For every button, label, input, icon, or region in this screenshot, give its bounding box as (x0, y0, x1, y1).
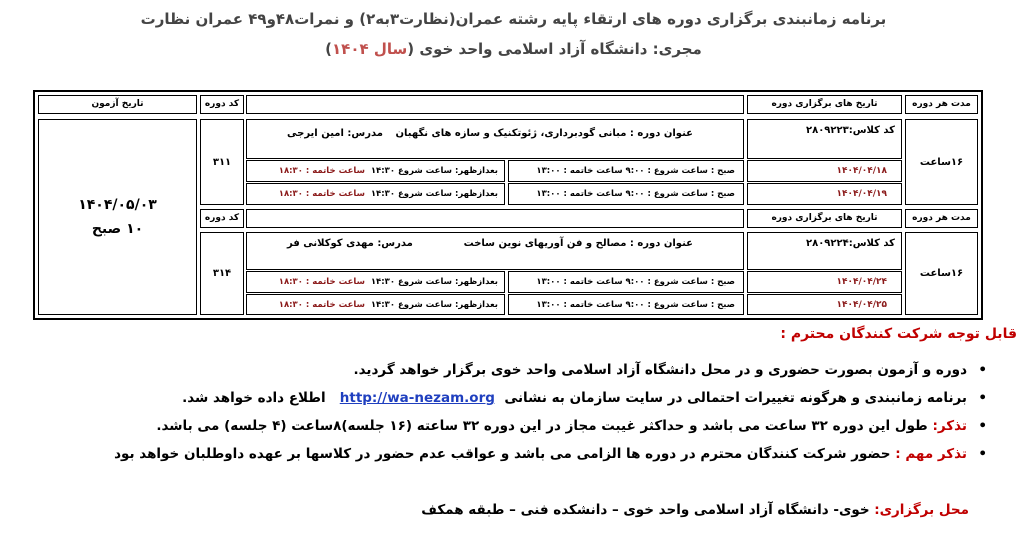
course-title: عنوان دوره : مصالح و فن آوریهای نوین ساخت (463, 238, 693, 249)
list-item (37, 356, 1017, 384)
afternoon-start: بعدازظهر: ساعت شروع ۱۴:۳۰ (370, 189, 498, 199)
course-title-cell (246, 232, 744, 270)
header-exam: تاریخ آزمون (38, 95, 197, 114)
organizer-text: مجری: دانشگاه آزاد اسلامی واحد خوی ( (407, 40, 702, 58)
note-label: تذکر: (932, 418, 967, 434)
header-blank (246, 95, 744, 114)
session-morning: صبح : ساعت شروع : ۹:۰۰ ساعت خاتمه : ۱۳:۰۰ (508, 271, 744, 293)
session-morning: صبح : ساعت شروع : ۹:۰۰ ساعت خاتمه : ۱۳:۰۰ (508, 183, 744, 205)
venue-text: خوی- دانشگاه آزاد اسلامی واحد خوی – دانشکده فنی – طبقه همکف (421, 502, 875, 518)
session-morning: صبح : ساعت شروع : ۹:۰۰ ساعت خاتمه : ۱۳:۰۰ (508, 294, 744, 315)
exam-date: ۱۴۰۴/۰۵/۰۳ (78, 197, 157, 213)
session-date: ۱۴۰۴/۰۴/۱۸ (747, 160, 902, 182)
session-morning: صبح : ساعت شروع : ۹:۰۰ ساعت خاتمه : ۱۳:۰۰ (508, 160, 744, 182)
header-code: کد دوره (200, 209, 244, 228)
session-afternoon (246, 271, 505, 293)
afternoon-end: ساعت خاتمه : ۱۸:۳۰ (278, 189, 365, 199)
venue-line (421, 502, 969, 518)
afternoon-end: ساعت خاتمه : ۱۸:۳۰ (278, 277, 365, 287)
exam-date-cell (38, 119, 197, 315)
course-title-cell (246, 119, 744, 159)
session-date: ۱۴۰۴/۰۴/۲۵ (747, 294, 902, 315)
note-label: تذکر مهم : (895, 446, 967, 462)
organizer-year: سال ۱۴۰۴ (332, 40, 408, 58)
note-text: برنامه زمانبندی و هرگونه تغییرات احتمالی در سایت سازمان به نشانی (504, 390, 967, 406)
header-blank (246, 209, 744, 228)
exam-time: ۱۰ صبح (91, 221, 144, 237)
notes-list (37, 356, 1017, 468)
bullet-icon: • (978, 362, 987, 378)
header-dates: تاریخ های برگزاری دوره (747, 209, 902, 228)
teacher-name: مدرس: مهدی کوکلانی فر (287, 238, 413, 249)
course-title: عنوان دوره : مبانی گودبرداری، ژئوتکنیک و سازه های نگهبان (395, 128, 693, 139)
page-title: برنامه زمانبندی برگزاری دوره های ارتقاء پایه رشته عمران(نظارت۳به۲) و نمرات۴۸و۴۹ عمران نظارت (140, 10, 887, 28)
teacher-name: مدرس: امین ایرجی (287, 128, 383, 139)
header-dates: تاریخ های برگزاری دوره (747, 95, 902, 114)
note-text: اطلاع داده خواهد شد. (182, 390, 326, 406)
header-duration: مدت هر دوره (905, 95, 978, 114)
afternoon-start: بعدازظهر: ساعت شروع ۱۴:۳۰ (370, 166, 498, 176)
afternoon-start: بعدازظهر: ساعت شروع ۱۴:۳۰ (370, 277, 498, 287)
bullet-icon: • (978, 418, 987, 434)
session-date: ۱۴۰۴/۰۴/۲۴ (747, 271, 902, 293)
header-code: کد دوره (200, 95, 244, 114)
afternoon-end: ساعت خاتمه : ۱۸:۳۰ (278, 300, 365, 310)
session-date: ۱۴۰۴/۰۴/۱۹ (747, 183, 902, 205)
list-item (37, 440, 1017, 468)
notes-section (37, 326, 1017, 468)
course-duration: ۱۶ساعت (905, 119, 978, 205)
list-item (37, 384, 1017, 412)
course-code: ۳۱۱ (200, 119, 244, 205)
course-duration: ۱۶ساعت (905, 232, 978, 315)
afternoon-start: بعدازظهر: ساعت شروع ۱۴:۳۰ (370, 300, 498, 310)
organizer-suffix: ) (325, 40, 333, 58)
class-code: کد کلاس:۲۸۰۹۲۲۳ (747, 119, 902, 159)
notes-heading: قابل توجه شرکت کنندگان محترم : (780, 326, 1017, 342)
session-afternoon (246, 160, 505, 182)
header-duration: مدت هر دوره (905, 209, 978, 228)
bullet-icon: • (978, 390, 987, 406)
website-link[interactable]: http://wa-nezam.org (339, 390, 495, 406)
note-text: طول این دوره ۳۲ ساعت می باشد و حداکثر غیبت مجاز در این دوره ۳۲ ساعته (۱۶ جلسه)۸ساعت (۴ جلسه) می باشد. (156, 418, 933, 434)
schedule-table (33, 90, 983, 320)
session-afternoon (246, 183, 505, 205)
venue-label: محل برگزاری: (874, 502, 969, 518)
note-text: دوره و آزمون بصورت حضوری و در محل دانشگاه آزاد اسلامی واحد خوی برگزار خواهد گردید. (353, 362, 967, 378)
note-text: حضور شرکت کنندگان محترم در دوره ها الزامی می باشد و عواقب عدم حضور در کلاسها بر عهده داوطلبان خواهد بود (114, 446, 896, 462)
afternoon-end: ساعت خاتمه : ۱۸:۳۰ (278, 166, 365, 176)
session-afternoon (246, 294, 505, 315)
organizer-line (0, 40, 1027, 58)
bullet-icon: • (978, 446, 987, 462)
class-code: کد کلاس:۲۸۰۹۲۲۴ (747, 232, 902, 270)
list-item (37, 412, 1017, 440)
course-code: ۳۱۴ (200, 232, 244, 315)
